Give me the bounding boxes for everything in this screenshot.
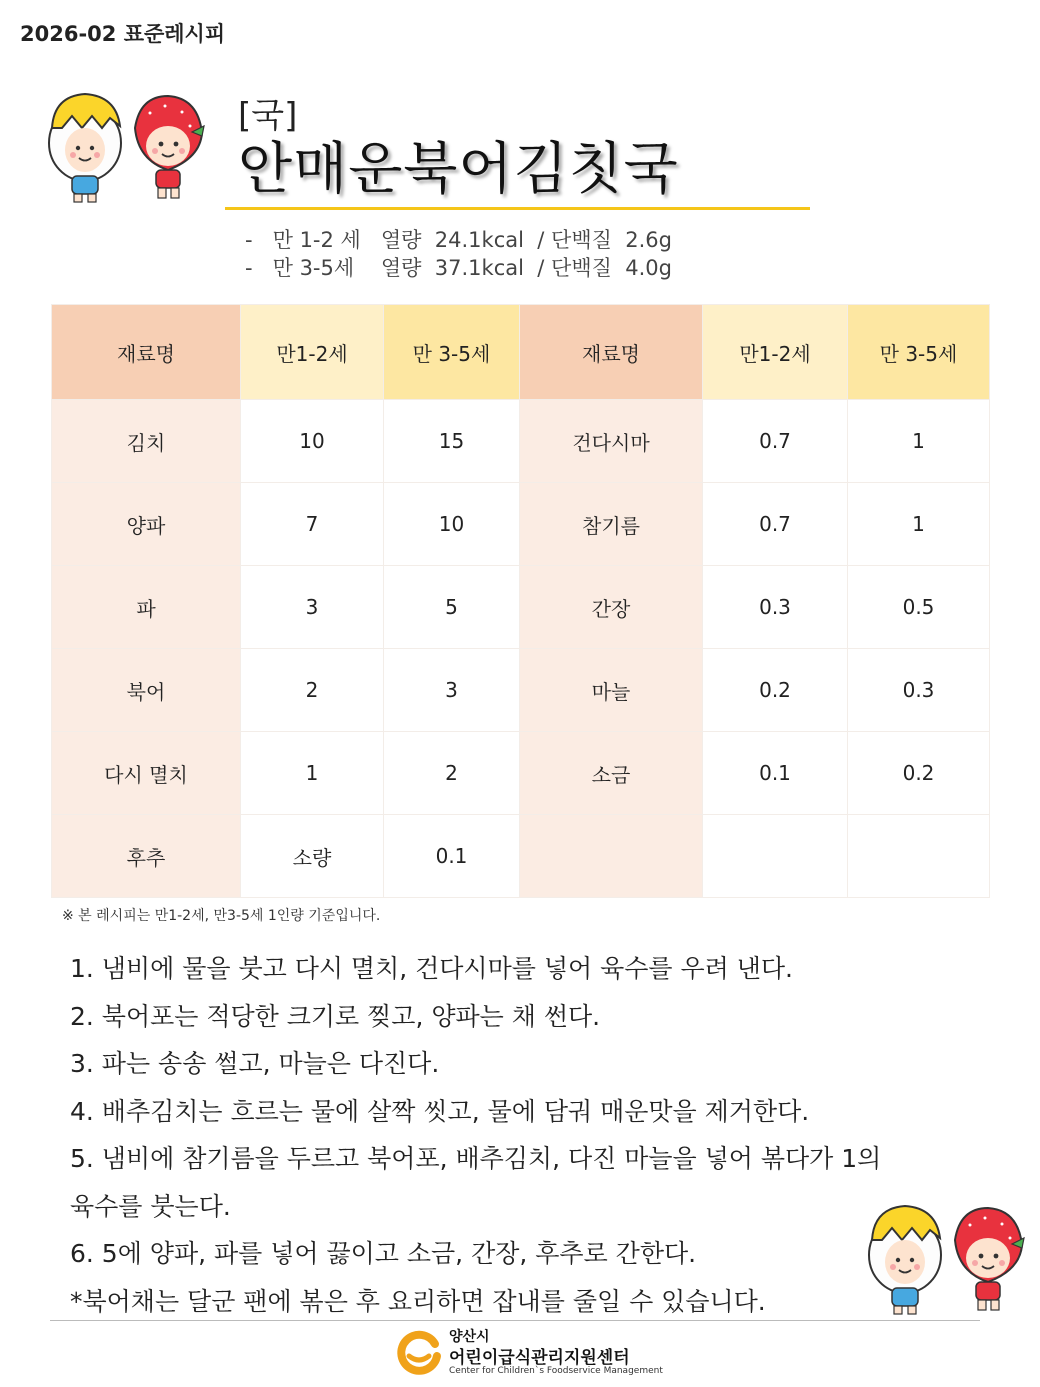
footer-divider	[50, 1320, 980, 1321]
amount-cell	[848, 815, 990, 898]
recipe-title: 안매운북어김칫국	[238, 137, 679, 202]
step-line: 3. 파는 송송 썰고, 마늘은 다진다.	[70, 1049, 440, 1078]
strawberry-mascot-icon	[135, 96, 204, 198]
table-footnote: ※ 본 레시피는 만1-2세, 만3-5세 1인량 기준입니다.	[62, 908, 381, 924]
amount-cell: 0.7	[703, 400, 848, 483]
amount-cell: 3	[384, 649, 520, 732]
amount-cell: 소량	[241, 815, 384, 898]
amount-cell: 0.3	[703, 566, 848, 649]
amount-cell: 0.2	[703, 649, 848, 732]
ingredient-name-cell: 참기름	[520, 483, 703, 566]
ingredient-name-cell: 파	[52, 566, 241, 649]
nutrition-info	[245, 226, 672, 282]
ingredient-name-cell	[520, 815, 703, 898]
mascot-characters-illustration	[40, 88, 215, 208]
title-underline-divider	[225, 207, 810, 210]
strawberry-mascot-icon	[955, 1208, 1024, 1310]
amount-cell: 0.1	[703, 732, 848, 815]
amount-cell: 10	[384, 483, 520, 566]
amount-cell: 5	[384, 566, 520, 649]
amount-cell: 0.7	[703, 483, 848, 566]
organization-name: 어린이급식관리지원센터	[449, 1348, 630, 1368]
table-row	[52, 483, 990, 566]
step-line: 6. 5에 양파, 파를 넣어 끓이고 소금, 간장, 후추로 간한다.	[70, 1239, 697, 1268]
ingredient-name-cell: 소금	[520, 732, 703, 815]
ingredient-name-cell: 간장	[520, 566, 703, 649]
step-line: 1. 냄비에 물을 붓고 다시 멸치, 건다시마를 넣어 육수를 우려 낸다.	[70, 954, 793, 983]
table-row	[52, 400, 990, 483]
step-line: 4. 배추김치는 흐르는 물에 살짝 씻고, 물에 담궈 매운맛을 제거한다.	[70, 1096, 810, 1126]
step-line: 육수를 붓는다.	[70, 1191, 231, 1221]
amount-cell: 0.1	[384, 815, 520, 898]
amount-cell: 7	[241, 483, 384, 566]
amount-cell	[703, 815, 848, 898]
amount-cell: 1	[848, 400, 990, 483]
table-row	[52, 649, 990, 732]
document-header-label: 2026-02 표준레시피	[20, 22, 226, 46]
amount-cell: 0.3	[848, 649, 990, 732]
organization-logo	[395, 1326, 663, 1381]
amount-cell: 10	[241, 400, 384, 483]
amount-cell: 0.5	[848, 566, 990, 649]
table-row	[52, 732, 990, 815]
amount-cell: 2	[241, 649, 384, 732]
recipe-category: [국]	[238, 96, 298, 136]
header-ingredient-name: 재료명	[520, 305, 703, 400]
ingredient-name-cell: 김치	[52, 400, 241, 483]
step-line: 2. 북어포는 적당한 크기로 찢고, 양파는 채 썬다.	[70, 1001, 601, 1031]
ingredients-table	[51, 304, 990, 898]
amount-cell: 1	[848, 483, 990, 566]
header-age-3-5: 만 3-5세	[848, 305, 990, 400]
ingredient-name-cell: 양파	[52, 483, 241, 566]
ingredient-name-cell: 다시 멸치	[52, 732, 241, 815]
organization-english-name: Center for Children`s Foodservice Management	[449, 1366, 663, 1376]
amount-cell: 2	[384, 732, 520, 815]
header-age-3-5: 만 3-5세	[384, 305, 520, 400]
step-line: 5. 냄비에 참기름을 두르고 북어포, 배추김치, 다진 마늘을 넣어 볶다가 1의	[70, 1144, 882, 1173]
table-row	[52, 566, 990, 649]
ingredient-name-cell: 마늘	[520, 649, 703, 732]
table-row	[52, 815, 990, 898]
header-age-1-2: 만1-2세	[241, 305, 384, 400]
amount-cell: 0.2	[848, 732, 990, 815]
egg-mascot-icon	[49, 94, 121, 202]
header-age-1-2: 만1-2세	[703, 305, 848, 400]
cooking-steps	[70, 945, 980, 1325]
smile-logo-icon	[395, 1328, 443, 1376]
egg-mascot-icon	[869, 1206, 941, 1314]
nutrition-row-age-3-5: - 만 3-5세 열량 37.1kcal / 단백질 4.0g	[245, 256, 672, 280]
amount-cell: 1	[241, 732, 384, 815]
organization-city: 양산시	[449, 1329, 490, 1345]
ingredient-name-cell: 후추	[52, 815, 241, 898]
ingredient-name-cell: 건다시마	[520, 400, 703, 483]
amount-cell: 15	[384, 400, 520, 483]
mascot-characters-illustration	[860, 1200, 1035, 1320]
nutrition-row-age-1-2: - 만 1-2 세 열량 24.1kcal / 단백질 2.6g	[245, 228, 672, 252]
ingredient-name-cell: 북어	[52, 649, 241, 732]
header-ingredient-name: 재료명	[52, 305, 241, 400]
step-tip: *북어채는 달군 팬에 볶은 후 요리하면 잡내를 줄일 수 있습니다.	[70, 1286, 766, 1316]
table-header-row	[52, 305, 990, 400]
amount-cell: 3	[241, 566, 384, 649]
